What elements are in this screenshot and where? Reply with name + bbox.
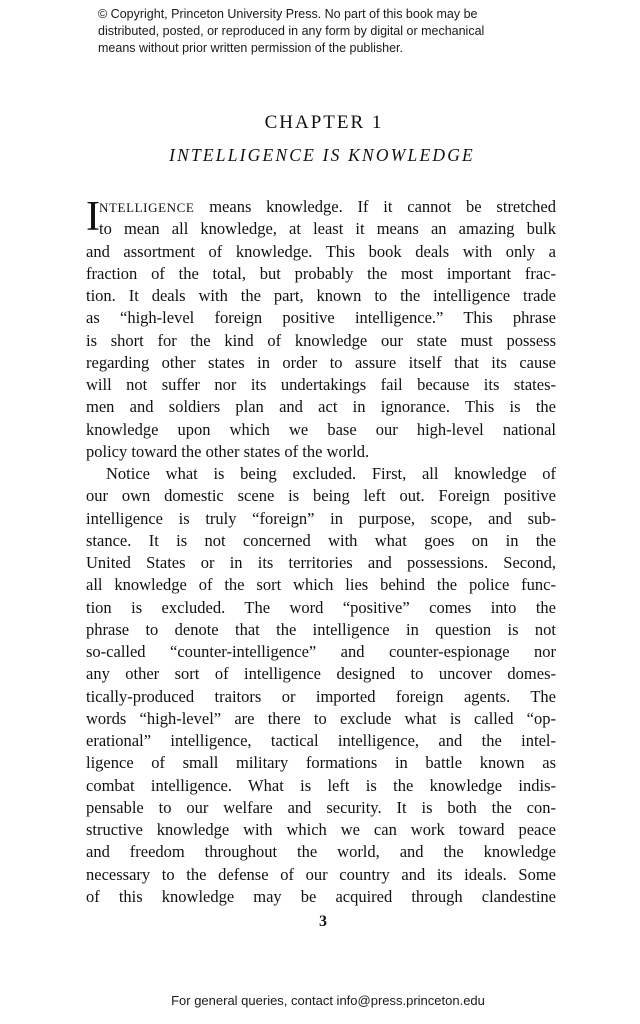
text-line: intelligence is truly “foreign” in purpose, scope, and sub-	[86, 508, 556, 528]
body-text	[86, 196, 556, 908]
text-line: as “high-level foreign positive intelligence.” This phrase	[86, 308, 556, 328]
text-line: men and soldiers plan and act in ignorance. This is the	[86, 397, 556, 417]
text-line: stance. It is not concerned with what goes on in the	[86, 530, 556, 550]
text-line: ligence of small military formations in battle known as	[86, 753, 556, 773]
text-line: to mean all knowledge, at least it means an amazing bulk	[99, 219, 556, 239]
text-line: tion is excluded. The word “positive” comes into the	[86, 597, 556, 617]
text-line: all knowledge of the sort which lies behind the police func-	[86, 575, 556, 595]
text-line: structive knowledge with which we can work toward peace	[86, 820, 556, 839]
text-line: regarding other states in order to assure itself that its cause	[86, 352, 556, 372]
text-line: any other sort of intelligence designed to uncover domes-	[86, 664, 556, 684]
text-line: United States or in its territories and possessions. Second,	[86, 553, 556, 572]
small-caps-word: NTELLIGENCE	[99, 200, 195, 215]
text-line: knowledge upon which we base our high-level national	[86, 419, 556, 439]
text-line: necessary to the defense of our country and its ideals. Some	[86, 864, 556, 884]
text-line: and assortment of knowledge. This book deals with only a	[86, 241, 556, 261]
copyright-line: © Copyright, Princeton University Press. No part of this book may be	[98, 7, 478, 21]
chapter-label: CHAPTER 1	[264, 112, 384, 133]
text-line: phrase to denote that the intelligence in question is not	[86, 619, 556, 639]
drop-cap: I	[86, 194, 100, 240]
text-line: pensable to our welfare and security. It is both the con-	[86, 797, 556, 817]
text-line: tion. It deals with the part, known to the intelligence trade	[86, 286, 556, 305]
footer-contact: For general queries, contact info@press.princeton.edu	[171, 993, 485, 1008]
text-line: will not suffer nor its undertakings fail because its states-	[86, 375, 556, 394]
text-line: is short for the kind of knowledge our state must possess	[86, 330, 556, 350]
text-line: tically-produced traitors or imported foreign agents. The	[86, 686, 556, 706]
copyright-line: distributed, posted, or reproduced in any form by digital or mechanical	[98, 24, 485, 38]
copyright-notice	[98, 6, 568, 57]
text-line: and freedom throughout the world, and the knowledge	[86, 842, 556, 862]
text-line: so-called “counter-intelligence” and counter-espionage nor	[86, 642, 556, 661]
text-line: of this knowledge may be acquired through clandestine	[86, 886, 556, 906]
text-line: fraction of the total, but probably the most important frac-	[86, 263, 556, 283]
chapter-title: INTELLIGENCE IS KNOWLEDGE	[169, 145, 475, 165]
text-line: combat intelligence. What is left is the knowledge indis-	[86, 775, 556, 795]
text-line: Notice what is being excluded. First, all knowledge of	[106, 464, 556, 483]
text-line: policy toward the other states of the world.	[86, 441, 370, 461]
page-number: 3	[319, 913, 327, 930]
text-line: our own domestic scene is being left out. Foreign positive	[86, 486, 556, 506]
line-text: means knowledge. If it cannot be stretched	[194, 197, 556, 216]
text-line: words “high-level” are there to exclude what is called “op-	[86, 708, 556, 728]
copyright-line: means without prior written permission of the publisher.	[98, 41, 404, 55]
text-line: erational” intelligence, tactical intelligence, and the intel-	[86, 731, 556, 750]
